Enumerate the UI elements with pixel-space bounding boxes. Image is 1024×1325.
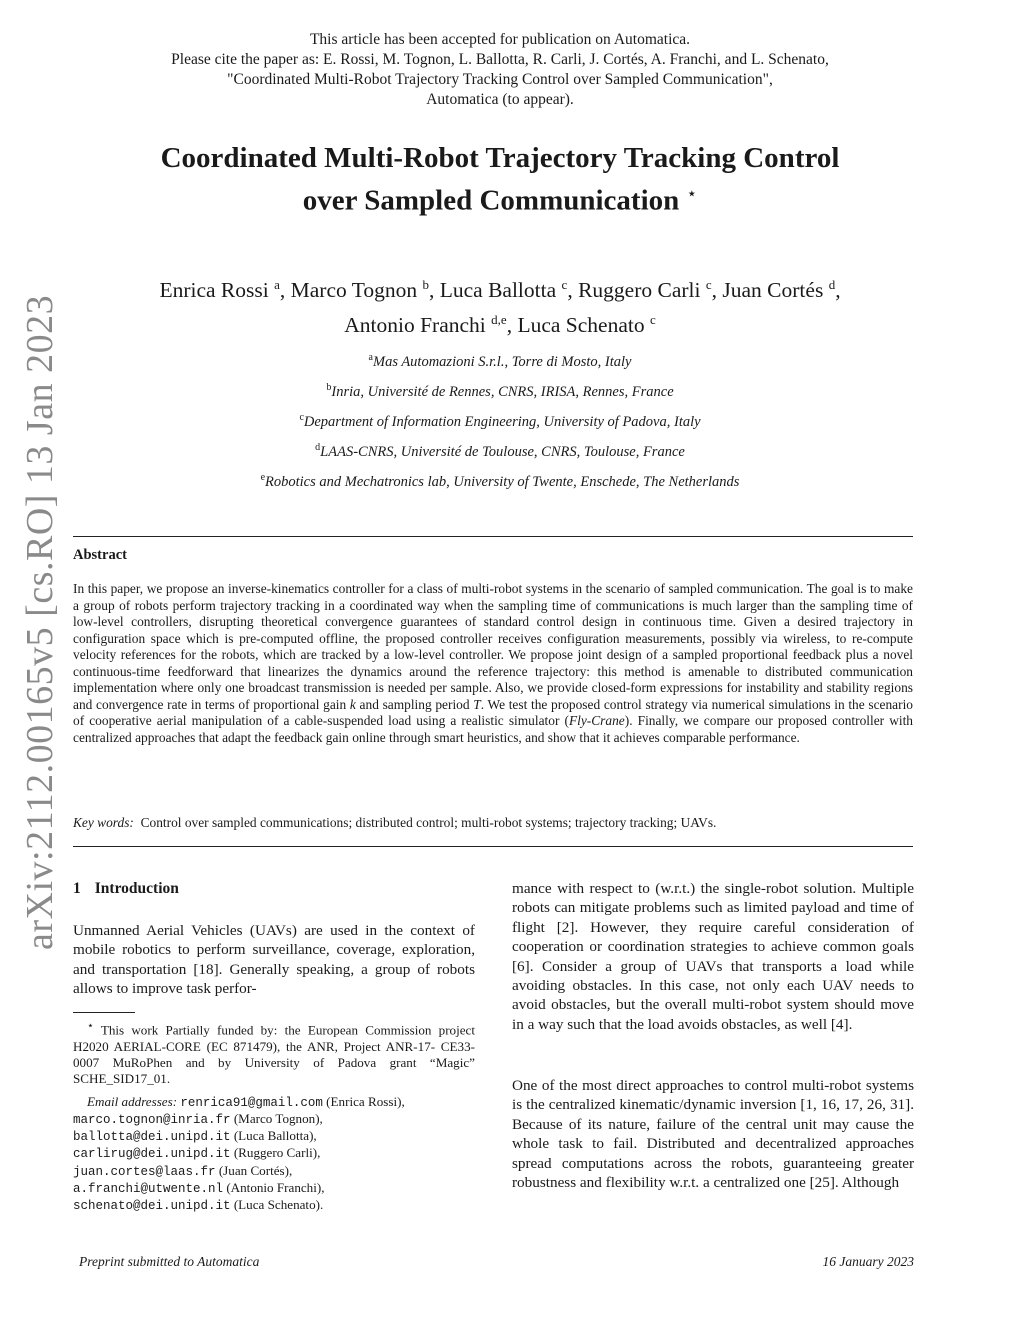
title-line-2: over Sampled Communication	[302, 184, 680, 217]
email-addresses: Email addresses: renrica91@gmail.com (Enrica Rossi),	[87, 1093, 405, 1110]
publication-notice	[60, 30, 940, 110]
author: Luca Schenato $^c$	[517, 312, 656, 338]
affiliation: $^e$Robotics and Mechatronics lab, University of Twente, Enschede, The Netherlands	[260, 472, 740, 490]
notice-line: This article has been accepted for publication on Automatica.	[309, 31, 691, 48]
author: Enrica Rossi $^a$,	[159, 277, 291, 303]
email-addresses: a.franchi@utwente.nl (Antonio Franchi),	[73, 1180, 325, 1197]
email-addresses: ballotta@dei.unipd.it (Luca Ballotta),	[73, 1128, 317, 1145]
section-title: Introduction	[94, 880, 179, 897]
arxiv-identifier-stamp: arXiv:2112.00165v5 [cs.RO] 13 Jan 2023	[19, 294, 61, 950]
intro-paragraph: One of the most direct approaches to control multi-robot systems is the centralized kinematic/dynamic inversion [1, 16, 17, 26, 31]. Because of its nature, failure of the central unit may cause the whole task to fail. Distributed and decentralized approaches spread computations across the robots, guaranteeing greater robustness and flexibility w.r.t. a centralized one [25]. Although	[512, 1077, 914, 1192]
email-link[interactable]: renrica91@gmail.com	[180, 1095, 323, 1110]
intro-paragraph: Unmanned Aerial Vehicles (UAVs) are used in the context of mobile robotics to perform surveillance, coverage, exploration, and transportation [18]. Generally speaking, a group of robots allows to improve task perfor-	[73, 922, 475, 998]
author: Luca Ballotta $^c$,	[439, 277, 579, 303]
footnotes	[73, 1018, 475, 1215]
author: Ruggero Carli $^c$,	[578, 277, 723, 303]
abstract-body: In this paper, we propose an inverse-kinematics controller for a class of multi-robot systems in the scenario of sampled communication. The goal is to make a group of robots perform trajectory tracking in a coordinated way when the sampling time of communications is much larger than the sampling time of low-level controllers, disrupting theoretical convergence guarantees of standard control design in continuous time. Given a desired trajectory in configuration space which is pre-computed offline, the proposed controller receives configuration measurements, possibly via wireless, to re-compute velocity references for the robots, which are tracked by a low-level controller. We propose joint design of a sampled proportional feedback plus a novel continuous-time feedforward that linearizes the dynamics around the reference trajectory: this method is amenable to distributed communication implementation where only one broadcast transmission is needed per sample. Also, we provide closed-form expressions for instability and stability regions and convergence rate in terms of proportional gain k and sampling period T. We test the proposed control strategy via numerical simulations in the scenario of cooperative aerial manipulation of a cable-suspended load using a realistic simulator (Fly-Crane). Finally, we compare our proposed controller with centralized approaches that adapt the feedback gain online through smart heuristics, and show that it achieves comparable performance.	[73, 581, 914, 745]
notice-line: Automatica (to appear).	[426, 91, 574, 108]
funding-footnote: ⋆ This work Partially funded by: the European Commission project H2020 AERIAL-CORE (EC 871479), the ANR, Project ANR-17- CE33-0007 MuRoPhen and by University of Padova grant “Magic” SCHE_SID17_01.	[73, 1020, 475, 1087]
affiliation: $^a$Mas Automazioni S.r.l., Torre di Mosto, Italy	[368, 352, 632, 370]
section-heading-introduction	[73, 880, 475, 898]
keywords-label: Key words:	[73, 815, 134, 830]
abstract-heading: Abstract	[73, 547, 127, 563]
abstract-bottom-rule	[73, 846, 913, 847]
email-link[interactable]: marco.tognon@inria.fr	[73, 1112, 231, 1127]
email-addresses: carlirug@dei.unipd.it (Ruggero Carli),	[73, 1145, 321, 1162]
email-link[interactable]: schenato@dei.unipd.it	[73, 1199, 231, 1214]
title-line-1: Coordinated Multi-Robot Trajectory Tracking Control	[160, 142, 840, 174]
author: Antonio Franchi $^{d,e}$,	[344, 312, 518, 338]
keywords-text: Control over sampled communications; distributed control; multi-robot systems; trajectory tracking; UAVs.	[140, 815, 717, 830]
section-number: 1	[73, 880, 81, 897]
email-link[interactable]: carlirug@dei.unipd.it	[73, 1147, 231, 1162]
affiliation: $^b$Inria, Université de Rennes, CNRS, IRISA, Rennes, France	[326, 382, 674, 400]
email-link[interactable]: juan.cortes@laas.fr	[73, 1164, 216, 1179]
keywords	[73, 814, 913, 831]
email-addresses: schenato@dei.unipd.it (Luca Schenato).	[73, 1197, 324, 1214]
email-link[interactable]: a.franchi@utwente.nl	[73, 1182, 224, 1197]
abstract-top-rule	[73, 536, 913, 537]
footnote-rule	[73, 1012, 135, 1013]
footer-date: 16 January 2023	[822, 1254, 914, 1269]
paper-title	[80, 140, 920, 219]
footer-journal: Preprint submitted to Automatica	[79, 1254, 260, 1269]
notice-line: "Coordinated Multi-Robot Trajectory Tracking Control over Sampled Communication",	[227, 71, 773, 88]
affiliation-list	[60, 348, 940, 498]
email-link[interactable]: ballotta@dei.unipd.it	[73, 1130, 231, 1145]
author: Marco Tognon $^b$,	[290, 277, 440, 303]
email-addresses: marco.tognon@inria.fr (Marco Tognon),	[73, 1110, 323, 1127]
notice-line: Please cite the paper as: E. Rossi, M. Tognon, L. Ballotta, R. Carli, J. Cortés, A. Franchi, and L. Schenato,	[171, 51, 829, 68]
author-list	[60, 270, 940, 340]
email-addresses: juan.cortes@laas.fr (Juan Cortés),	[73, 1162, 293, 1179]
intro-paragraph: mance with respect to (w.r.t.) the single-robot solution. Multiple robots can mitigate problems such as limited payload and time of flight [2]. However, they require careful consideration of cooperation or coordination strategies to achieve common goals [6]. Consider a group of UAVs that transports a load while avoiding obstacles. In this case, not only each UAV needs to avoid obstacles, but the overall multi-robot system should move in a way such that the load avoids obstacles, as well [4].	[512, 880, 914, 1033]
affiliation: $^c$Department of Information Engineering, University of Padova, Italy	[299, 412, 701, 430]
affiliation: $^d$LAAS-CNRS, Université de Toulouse, CNRS, Toulouse, France	[315, 442, 685, 460]
title-footnote-star: ⋆	[686, 184, 698, 203]
author: Juan Cortés $^d$,	[722, 277, 841, 303]
